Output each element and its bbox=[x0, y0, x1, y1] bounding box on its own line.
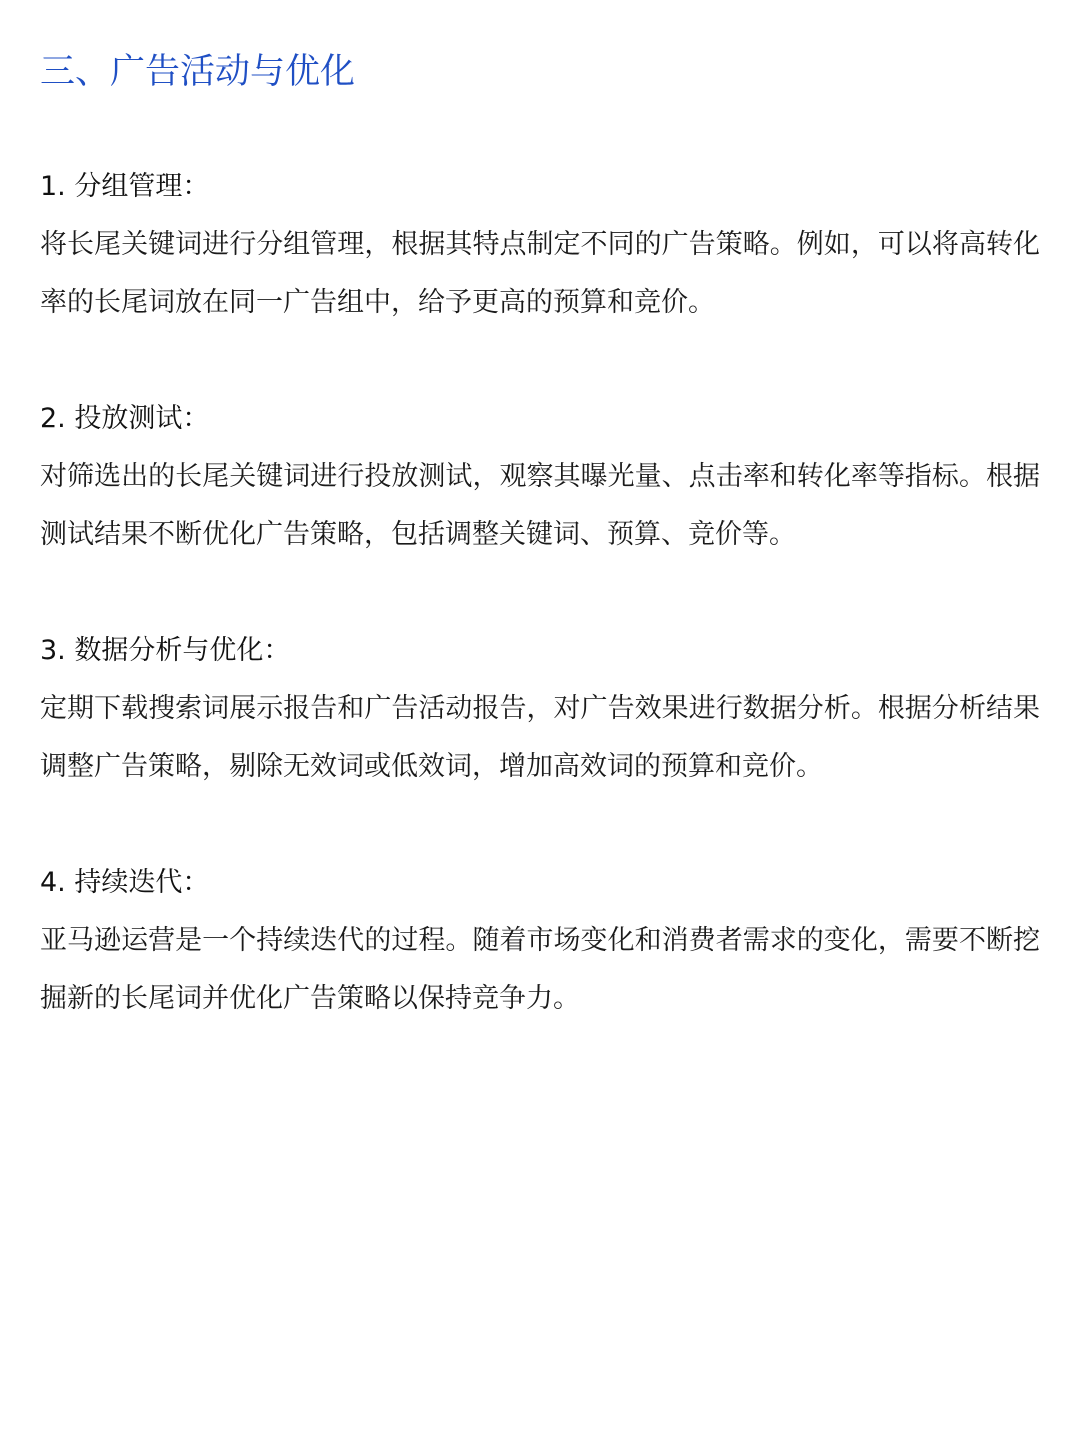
section-heading: 2. 投放测试： bbox=[40, 403, 210, 434]
section-heading: 3. 数据分析与优化： bbox=[40, 635, 291, 666]
sections-list bbox=[40, 158, 1040, 1028]
section-analysis bbox=[40, 622, 1040, 796]
section-body: 定期下载搜索词展示报告和广告活动报告，对广告效果进行数据分析。根据分析结果调整广告策略，剔除无效词或低效词，增加高效词的预算和竞价。 bbox=[40, 693, 1040, 782]
section-grouping bbox=[40, 158, 1040, 332]
section-heading: 1. 分组管理： bbox=[40, 171, 210, 202]
section-iteration bbox=[40, 854, 1040, 1028]
section-body: 将长尾关键词进行分组管理，根据其特点制定不同的广告策略。例如，可以将高转化率的长尾词放在同一广告组中，给予更高的预算和竞价。 bbox=[40, 229, 1040, 318]
section-body: 亚马逊运营是一个持续迭代的过程。随着市场变化和消费者需求的变化，需要不断挖掘新的长尾词并优化广告策略以保持竞争力。 bbox=[40, 925, 1040, 1014]
section-body: 对筛选出的长尾关键词进行投放测试，观察其曝光量、点击率和转化率等指标。根据测试结果不断优化广告策略，包括调整关键词、预算、竞价等。 bbox=[40, 461, 1040, 550]
section-testing bbox=[40, 390, 1040, 564]
section-heading: 4. 持续迭代： bbox=[40, 867, 210, 898]
page-title: 三、广告活动与优化 bbox=[40, 52, 356, 92]
